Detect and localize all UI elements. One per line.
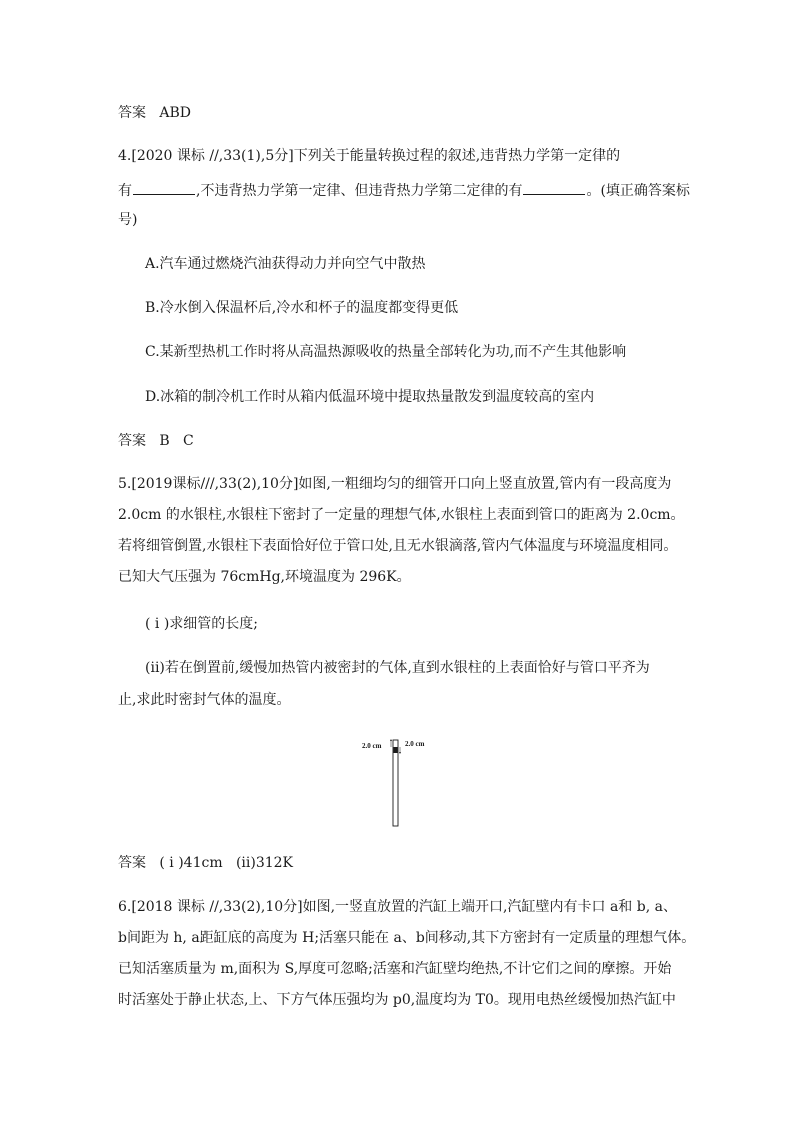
tube-figure [355,734,445,830]
answer-blank-1[interactable] [133,180,195,195]
answer-blank-2[interactable] [523,180,585,195]
q5-stem-line-1: 5.[2019课标///,33(2),10分]如图,一粗细均匀的细管开口向上竖直放置,管内有一段高度为 [118,476,672,492]
q5-stem-line-4: 已知大气压强为 76cmHg,环境温度为 296K。 [118,569,411,585]
q5-answer [118,853,293,873]
q5-sub-question-1: ( i )求细管的长度; [145,616,259,632]
q5-stem-line-2: 2.0cm 的水银柱,水银柱下密封了一定量的理想气体,水银柱上表面到管口的距离为 2.0cm。 [118,507,685,523]
arrow-up-icon [390,739,392,741]
answer-label: 答案 [118,855,146,871]
q6-stem-line-3: 已知活塞质量为 m,面积为 S,厚度可忽略;活塞和汽缸壁均绝热,不计它们之间的摩擦。开始 [118,961,672,977]
q5-sub-question-2-line-2: 止,求此时密封气体的温度。 [118,692,291,708]
q6-stem-line-2: b间距为 h, a距缸底的高度为 H;活塞只能在 a、b间移动,其下方密封有一定质量的理想气体。 [118,930,696,946]
q5-stem-line-3: 若将细管倒置,水银柱下表面恰好位于管口处,且无水银滴落,管内气体温度与环境温度相同。 [118,538,678,554]
answer-value: ( i )41cm (ii)312K [159,855,294,871]
q5-sub-question-2-line-1: (ii)若在倒置前,缓慢加热管内被密封的气体,直到水银柱的上表面恰好与管口平齐为 [145,660,650,676]
q4-stem-line-2 [118,180,690,201]
q4-stem-text-c: 。(填正确答案标 [586,183,690,199]
q4-stem-text-a: 有 [118,183,132,199]
answer-label: 答案 [118,105,146,121]
q4-stem-line-1: 4.[2020 课标 //,33(1),5分]下列关于能量转换过程的叙述,违背热力学第一定律的 [118,148,621,164]
answer-value: B C [159,433,194,449]
q6-stem-line-1: 6.[2018 课标 //,33(2),10分]如图,一竖直放置的汽缸上端开口,汽缸壁内有卡口 a和 b, a、 [118,899,677,915]
q4-stem-line-3: 号) [118,212,138,228]
q4-option-d: D.冰箱的制冷机工作时从箱内低温环境中提取热量散发到温度较高的室内 [145,389,595,405]
q4-answer [118,431,194,451]
q4-option-a: A.汽车通过燃烧汽油获得动力并向空气中散热 [145,256,426,272]
label-mercury-height: 2.0 cm [362,742,382,750]
q4-option-c: C.某新型热机工作时将从高温热源吸收的热量全部转化为功,而不产生其他影响 [145,344,627,360]
q4-option-b: B.冷水倒入保温杯后,冷水和杯子的温度都变得更低 [145,300,459,316]
q4-stem-text-b: ,不违背热力学第一定律、但违背热力学第二定律的有 [196,183,523,199]
mercury-column [394,747,398,753]
arrow-down-icon [399,752,401,754]
answer-value: ABD [159,105,191,121]
q3-answer [118,103,191,123]
q6-stem-line-4: 时活塞处于静止状态,上、下方气体压强均为 p0,温度均为 T0。现用电热丝缓慢加热汽缸中 [118,992,676,1008]
label-gap-height: 2.0 cm [405,740,425,748]
answer-label: 答案 [118,433,146,449]
